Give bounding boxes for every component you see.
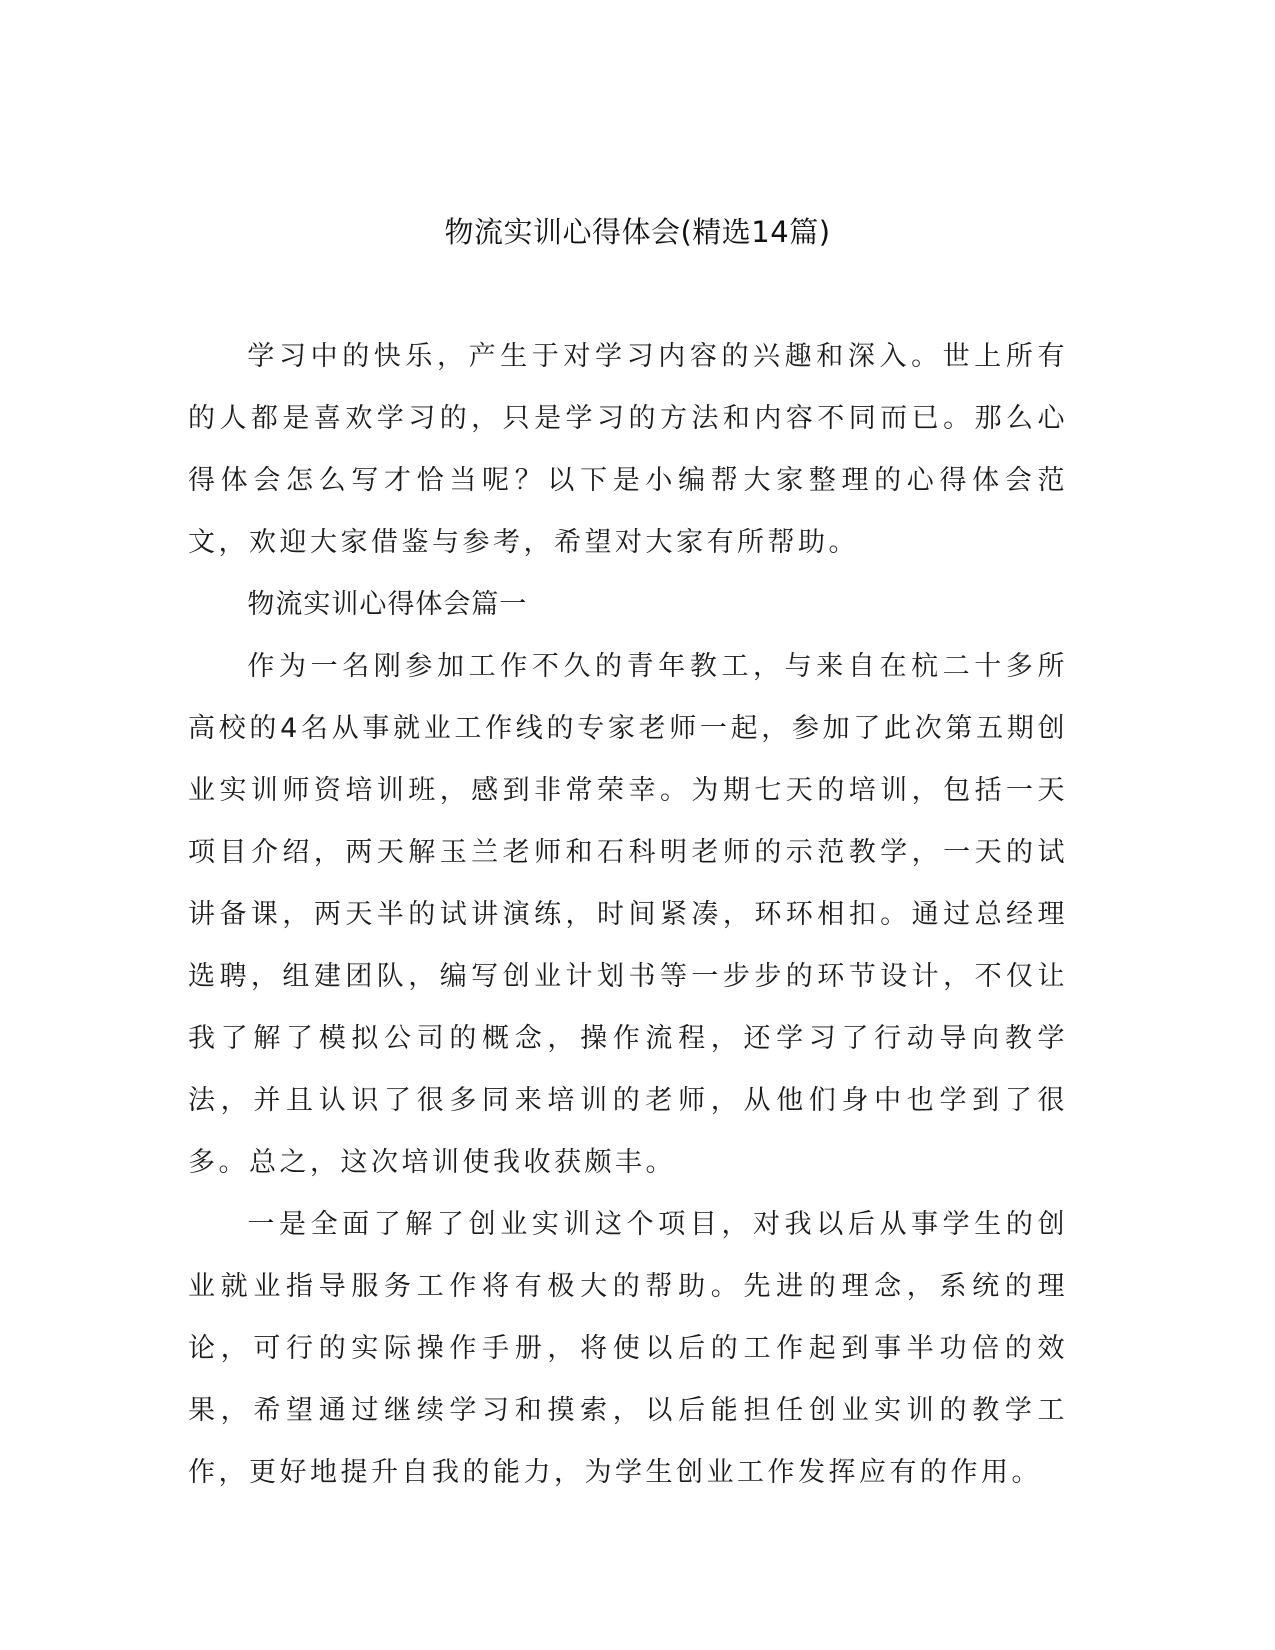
body-paragraph: 一是全面了解了创业实训这个项目，对我以后从事学生的创业就业指导服务工作将有极大的帮助。先进的理念，系统的理论，可行的实际操作手册，将使以后的工作起到事半功倍的效果，希望通过继续学习和摸索，以后能担任创业实训的教学工作，更好地提升自我的能力，为学生创业工作发挥应有的作用。 (188, 1209, 1068, 1488)
body-paragraph: 作为一名刚参加工作不久的青年教工，与来自在杭二十多所高校的4名从事就业工作线的专家老师一起，参加了此次第五期创业实训师资培训班，感到非常荣幸。为期七天的培训，包括一天项目介绍，两天解玉兰老师和石科明老师的示范教学，一天的试讲备课，两天半的试讲演练，时间紧凑，环环相扣。通过总经理选聘，组建团队，编写创业计划书等一步步的环节设计，不仅让我了解了模拟公司的概念，操作流程，还学习了行动导向教学法，并且认识了很多同来培训的老师，从他们身中也学到了很多。总之，这次培训使我收获颇丰。 (188, 651, 1068, 1178)
section-heading: 物流实训心得体会篇一 (247, 589, 528, 620)
intro-paragraph: 学习中的快乐，产生于对学习内容的兴趣和深入。世上所有的人都是喜欢学习的，只是学习的方法和内容不同而已。那么心得体会怎么写才恰当呢？以下是小编帮大家整理的心得体会范文，欢迎大家借鉴与参考，希望对大家有所帮助。 (188, 341, 1068, 558)
document-body (188, 326, 1068, 1504)
document-title: 物流实训心得体会(精选14篇) (444, 215, 831, 249)
